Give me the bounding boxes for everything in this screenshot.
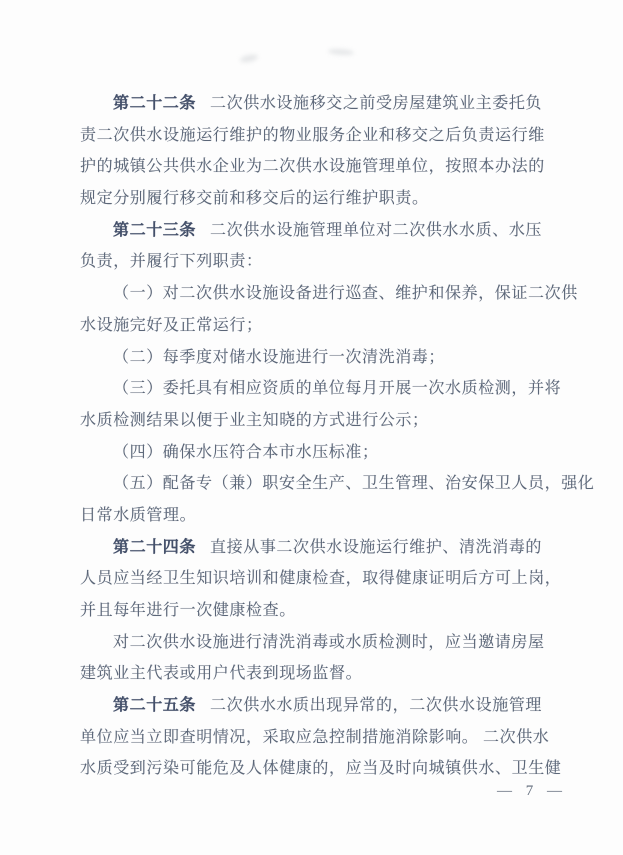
text-line [80, 373, 562, 405]
text-segment: 规定分别履行移交前和移交后的运行维护职责。 [80, 190, 429, 208]
text-line [80, 88, 558, 120]
text-line [80, 151, 558, 183]
text-segment: 单位应当立即查明情况，采取应急控制措施消除影响。 二次供水 [80, 728, 550, 746]
text-line [80, 595, 558, 627]
text-segment: 二次供水设施移交之前受房屋建筑业主委托负 [210, 95, 543, 112]
page-number: — 7 — [497, 783, 567, 799]
text-line [80, 500, 558, 532]
text-segment: 二次供水设施管理单位对二次供水水质、水压 [210, 221, 543, 239]
text-segment: 人员应当经卫生知识培训和健康检查，取得健康证明后方可上岗， [80, 570, 562, 588]
text-segment: 水质检测结果以便于业主知晓的方式进行公示； [80, 411, 429, 429]
text-line [80, 120, 558, 152]
text-segment: 对二次供水设施进行清洗消毒或水质检测时，应当邀请房屋 [113, 633, 545, 651]
text-line [80, 690, 558, 722]
text-line [80, 215, 558, 247]
text-line [80, 278, 578, 310]
text-segment: （四）确保水压符合本市水压标准； [113, 443, 379, 461]
text-line [80, 246, 558, 278]
text-line [80, 342, 558, 374]
text-segment: 二次供水水质出现异常的，二次供水设施管理 [210, 697, 543, 715]
text-segment: （三）委托具有相应资质的单位每月开展一次水质检测，并将 [113, 380, 562, 398]
text-line [80, 437, 558, 469]
scan-artifact-smudge [328, 48, 354, 56]
text-segment: （一）对二次供水设施设备进行巡查、维护和保养，保证二次供 [113, 285, 578, 303]
text-segment: 水设施完好及正常运行； [80, 316, 263, 334]
text-line [80, 658, 558, 690]
text-line [80, 722, 558, 754]
text-segment: 并且每年进行一次健康检查。 [80, 602, 296, 619]
document-text-block [80, 88, 595, 785]
text-line [80, 563, 562, 595]
article-number-heading: 第二十三条 [113, 221, 197, 239]
article-number-heading: 第二十四条 [113, 538, 197, 556]
text-segment: 直接从事二次供水设施运行维护、清洗消毒的 [210, 538, 543, 556]
text-segment: 负责，并履行下列职责： [80, 253, 263, 271]
text-line [80, 405, 558, 437]
text-line [80, 753, 562, 785]
scan-artifact-smudge [239, 53, 258, 64]
text-segment: 水质受到污染可能危及人体健康的，应当及时向城镇供水、卫生健 [80, 760, 562, 778]
article-number-heading: 第二十二条 [113, 95, 197, 112]
text-segment: （二）每季度对储水设施进行一次清洗消毒； [113, 348, 446, 366]
text-line [80, 627, 558, 659]
text-segment: 责二次供水设施运行维护的物业服务企业和移交之后负责运行维 [80, 126, 545, 144]
text-segment: 日常水质管理。 [80, 506, 197, 524]
text-segment: 建筑业主代表或用户代表到现场监督。 [80, 665, 363, 683]
text-line [80, 532, 558, 564]
article-number-heading: 第二十五条 [113, 697, 197, 715]
text-line [80, 310, 558, 342]
text-line [80, 468, 595, 500]
text-segment: （五）配备专（兼）职安全生产、卫生管理、治安保卫人员，强化 [113, 475, 595, 493]
text-segment: 护的城镇公共供水企业为二次供水设施管理单位，按照本办法的 [80, 158, 545, 176]
text-line [80, 183, 558, 215]
